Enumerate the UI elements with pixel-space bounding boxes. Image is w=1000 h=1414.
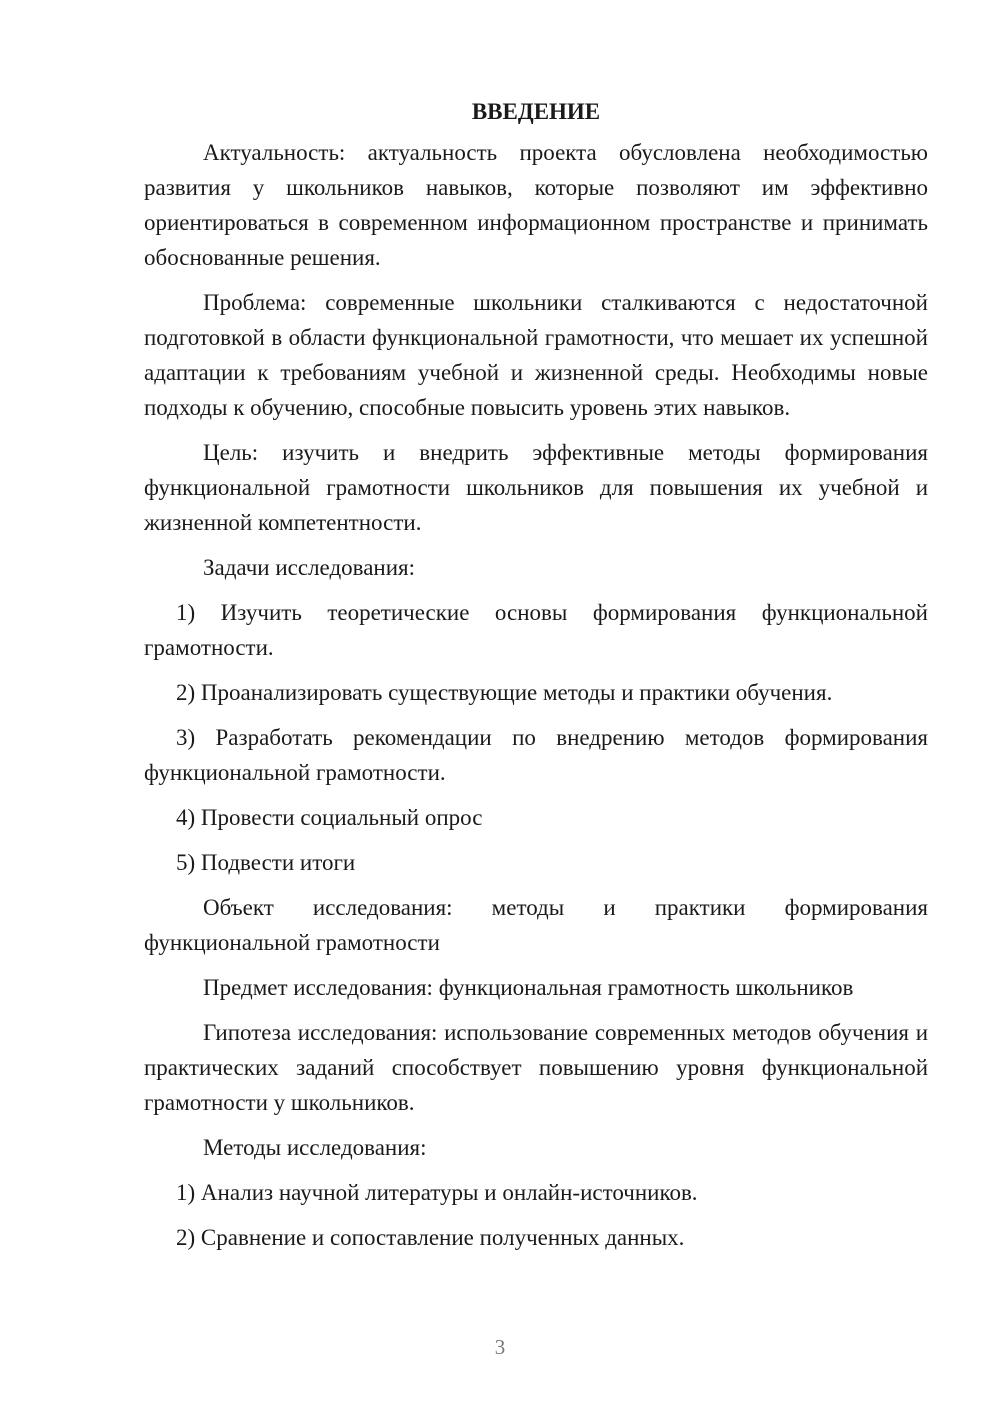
task-item: 2) Проанализировать существующие методы и практики обучения. [176,680,833,705]
hypothesis-paragraph: Гипотеза исследования: использование современных методов обучения и практических заданий способствует повышению уровня функциональной грамотности у школьников. [144,1020,928,1115]
method-item: 2) Сравнение и сопоставление полученных данных. [176,1225,685,1250]
method-item: 1) Анализ научной литературы и онлайн-источников. [176,1180,698,1205]
page-number: 3 [494,1335,506,1359]
problem-paragraph: Проблема: современные школьники сталкиваются с недостаточной подготовкой в области функциональной грамотности, что мешает их успешной адаптации к требованиям учебной и жизненной среды. Необходимы новые подходы к обучению, способные повысить уровень этих навыков. [144,290,928,420]
relevance-paragraph: Актуальность: актуальность проекта обусловлена необходимостью развития у школьников навыков, которые позволяют им эффективно ориентироваться в современном информационном пространстве и принимать обоснованные решения. [144,140,928,270]
subject-paragraph: Предмет исследования: функциональная грамотность школьников [203,975,854,1000]
task-item: 1) Изучить теоретические основы формирования функциональной грамотности. [144,600,928,660]
methods-heading: Методы исследования: [203,1135,427,1160]
tasks-heading: Задачи исследования: [203,555,416,580]
page-content [144,94,928,1265]
object-paragraph: Объект исследования: методы и практики формирования функциональной грамотности [144,895,928,955]
page-title: ВВЕДЕНИЕ [471,99,601,124]
goal-paragraph: Цель: изучить и внедрить эффективные методы формирования функциональной грамотности школьников для повышения их учебной и жизненной компетентности. [144,440,928,535]
task-item: 3) Разработать рекомендации по внедрению методов формирования функциональной грамотности. [144,725,928,785]
task-item: 5) Подвести итоги [176,850,356,875]
task-item: 4) Провести социальный опрос [176,805,483,830]
